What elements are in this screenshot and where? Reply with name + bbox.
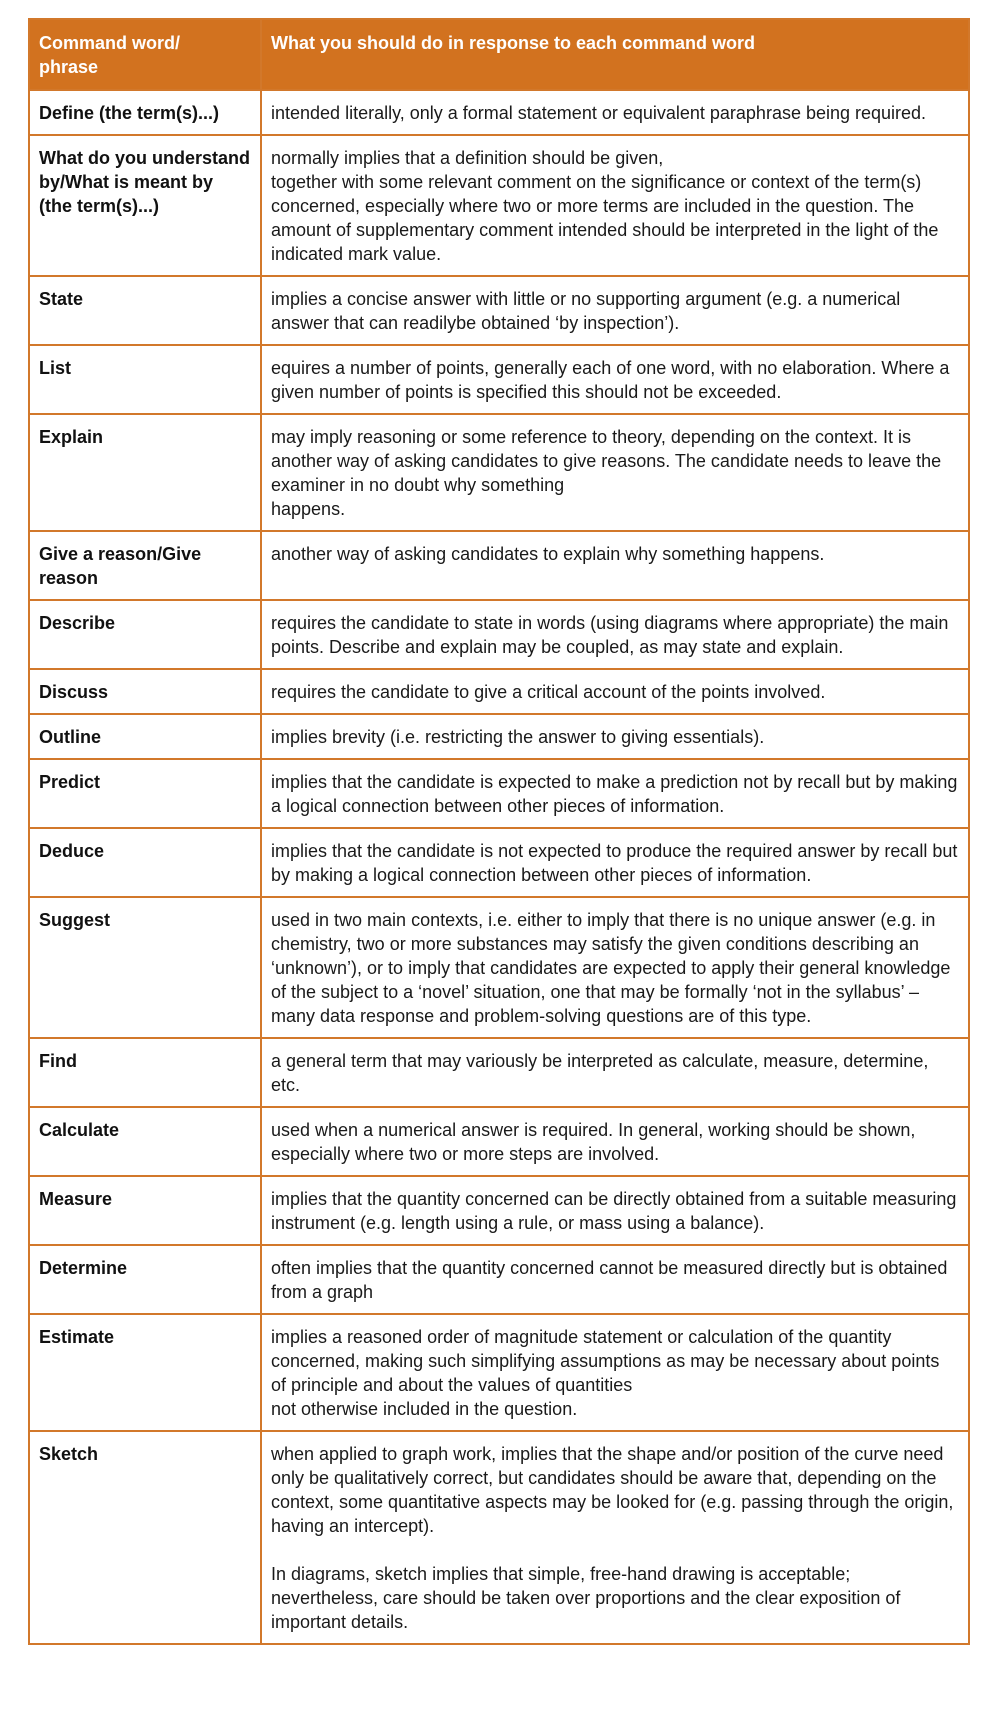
description-paragraph: In diagrams, sketch implies that simple, free-hand drawing is acceptable; nevertheless, care should be taken over proportions and the clear exposition of important details. bbox=[271, 1564, 901, 1632]
command-description bbox=[261, 90, 969, 135]
command-description bbox=[261, 759, 969, 828]
command-word: Discuss bbox=[29, 669, 261, 714]
command-description bbox=[261, 276, 969, 345]
description-paragraph: implies that the candidate is expected to make a prediction not by recall but by making a logical connection between other pieces of information. bbox=[271, 772, 958, 816]
table-row bbox=[29, 1245, 969, 1314]
table-body bbox=[29, 90, 969, 1644]
description-paragraph: implies that the candidate is not expected to produce the required answer by recall but by making a logical connection between other pieces of information. bbox=[271, 841, 958, 885]
description-paragraph: implies a concise answer with little or no supporting argument (e.g. a numerical answer that can readilybe obtained ‘by inspection’). bbox=[271, 289, 901, 333]
command-word: Deduce bbox=[29, 828, 261, 897]
command-description bbox=[261, 1038, 969, 1107]
description-paragraph: may imply reasoning or some reference to theory, depending on the context. It is another way of asking candidates to give reasons. The candidate needs to leave the examiner in no doubt why something happens. bbox=[271, 427, 942, 519]
table-row bbox=[29, 669, 969, 714]
command-description bbox=[261, 714, 969, 759]
table-row bbox=[29, 345, 969, 414]
header-command-word: Command word/ phrase bbox=[29, 19, 261, 90]
description-paragraph: another way of asking candidates to explain why something happens. bbox=[271, 544, 825, 564]
command-word-table bbox=[28, 18, 970, 1645]
description-paragraph: a general term that may variously be interpreted as calculate, measure, determine, etc. bbox=[271, 1051, 929, 1095]
command-description bbox=[261, 414, 969, 531]
command-word: Estimate bbox=[29, 1314, 261, 1431]
table-row bbox=[29, 1107, 969, 1176]
table-row bbox=[29, 90, 969, 135]
command-word: List bbox=[29, 345, 261, 414]
description-paragraph: implies brevity (i.e. restricting the answer to giving essentials). bbox=[271, 727, 765, 747]
description-paragraph: used when a numerical answer is required. In general, working should be shown, especially where two or more steps are involved. bbox=[271, 1120, 916, 1164]
table-row bbox=[29, 1176, 969, 1245]
command-word: Define (the term(s)...) bbox=[29, 90, 261, 135]
command-word: Give a reason/Give reason bbox=[29, 531, 261, 600]
table-row bbox=[29, 1431, 969, 1644]
description-paragraph: normally implies that a definition should be given, together with some relevant comment on the significance or context of the term(s) concerned, especially where two or more terms are included in the question. The amount of supplementary comment intended should be interpreted in the light of the indicated mark value. bbox=[271, 148, 939, 264]
command-word: Find bbox=[29, 1038, 261, 1107]
description-paragraph: equires a number of points, generally each of one word, with no elaboration. Where a given number of points is specified this should not be exceeded. bbox=[271, 358, 950, 402]
command-description bbox=[261, 897, 969, 1038]
command-word: Determine bbox=[29, 1245, 261, 1314]
table-row bbox=[29, 828, 969, 897]
command-word: Explain bbox=[29, 414, 261, 531]
command-word: Sketch bbox=[29, 1431, 261, 1644]
description-paragraph: intended literally, only a formal statement or equivalent paraphrase being required. bbox=[271, 103, 927, 123]
command-description bbox=[261, 345, 969, 414]
command-description bbox=[261, 1314, 969, 1431]
command-description bbox=[261, 135, 969, 276]
table-row bbox=[29, 135, 969, 276]
command-word: Suggest bbox=[29, 897, 261, 1038]
table-row bbox=[29, 1314, 969, 1431]
description-paragraph: implies that the quantity concerned can be directly obtained from a suitable measuring instrument (e.g. length using a rule, or mass using a balance). bbox=[271, 1189, 957, 1233]
command-description bbox=[261, 1245, 969, 1314]
command-description bbox=[261, 828, 969, 897]
description-paragraph: implies a reasoned order of magnitude statement or calculation of the quantity concerned, making such simplifying assumptions as may be necessary about points of principle and about the values of quantities not otherwise included in the question. bbox=[271, 1327, 940, 1419]
description-paragraph: requires the candidate to give a critical account of the points involved. bbox=[271, 682, 826, 702]
table-row bbox=[29, 531, 969, 600]
command-description bbox=[261, 1431, 969, 1644]
command-description bbox=[261, 1107, 969, 1176]
command-description bbox=[261, 531, 969, 600]
description-paragraph: often implies that the quantity concerned cannot be measured directly but is obtained from a graph bbox=[271, 1258, 948, 1302]
table-row bbox=[29, 1038, 969, 1107]
command-word: Calculate bbox=[29, 1107, 261, 1176]
command-word: State bbox=[29, 276, 261, 345]
command-word: Measure bbox=[29, 1176, 261, 1245]
table-row bbox=[29, 759, 969, 828]
header-row bbox=[29, 19, 969, 90]
command-word: Describe bbox=[29, 600, 261, 669]
table-row bbox=[29, 897, 969, 1038]
command-description bbox=[261, 669, 969, 714]
table-row bbox=[29, 714, 969, 759]
table-row bbox=[29, 414, 969, 531]
command-description bbox=[261, 1176, 969, 1245]
table-header bbox=[29, 19, 969, 90]
table-row bbox=[29, 600, 969, 669]
description-paragraph: requires the candidate to state in words (using diagrams where appropriate) the main points. Describe and explain may be coupled, as may state and explain. bbox=[271, 613, 949, 657]
description-paragraph: used in two main contexts, i.e. either to imply that there is no unique answer (e.g. in chemistry, two or more substances may satisfy the given conditions describing an ‘unknown’), or to imply that candidates are expected to apply their general knowledge of the subject to a ‘novel’ situation, one that may be formally ‘not in the syllabus’ – many data response and problem-solving questions are of this type. bbox=[271, 910, 951, 1026]
description-paragraph: when applied to graph work, implies that the shape and/or position of the curve need only be qualitatively correct, but candidates should be aware that, depending on the context, some quantitative aspects may be looked for (e.g. passing through the origin, having an intercept). bbox=[271, 1444, 954, 1536]
command-word: What do you understand by/What is meant by (the term(s)...) bbox=[29, 135, 261, 276]
command-description bbox=[261, 600, 969, 669]
command-word: Predict bbox=[29, 759, 261, 828]
command-word: Outline bbox=[29, 714, 261, 759]
header-response: What you should do in response to each command word bbox=[261, 19, 969, 90]
table-row bbox=[29, 276, 969, 345]
